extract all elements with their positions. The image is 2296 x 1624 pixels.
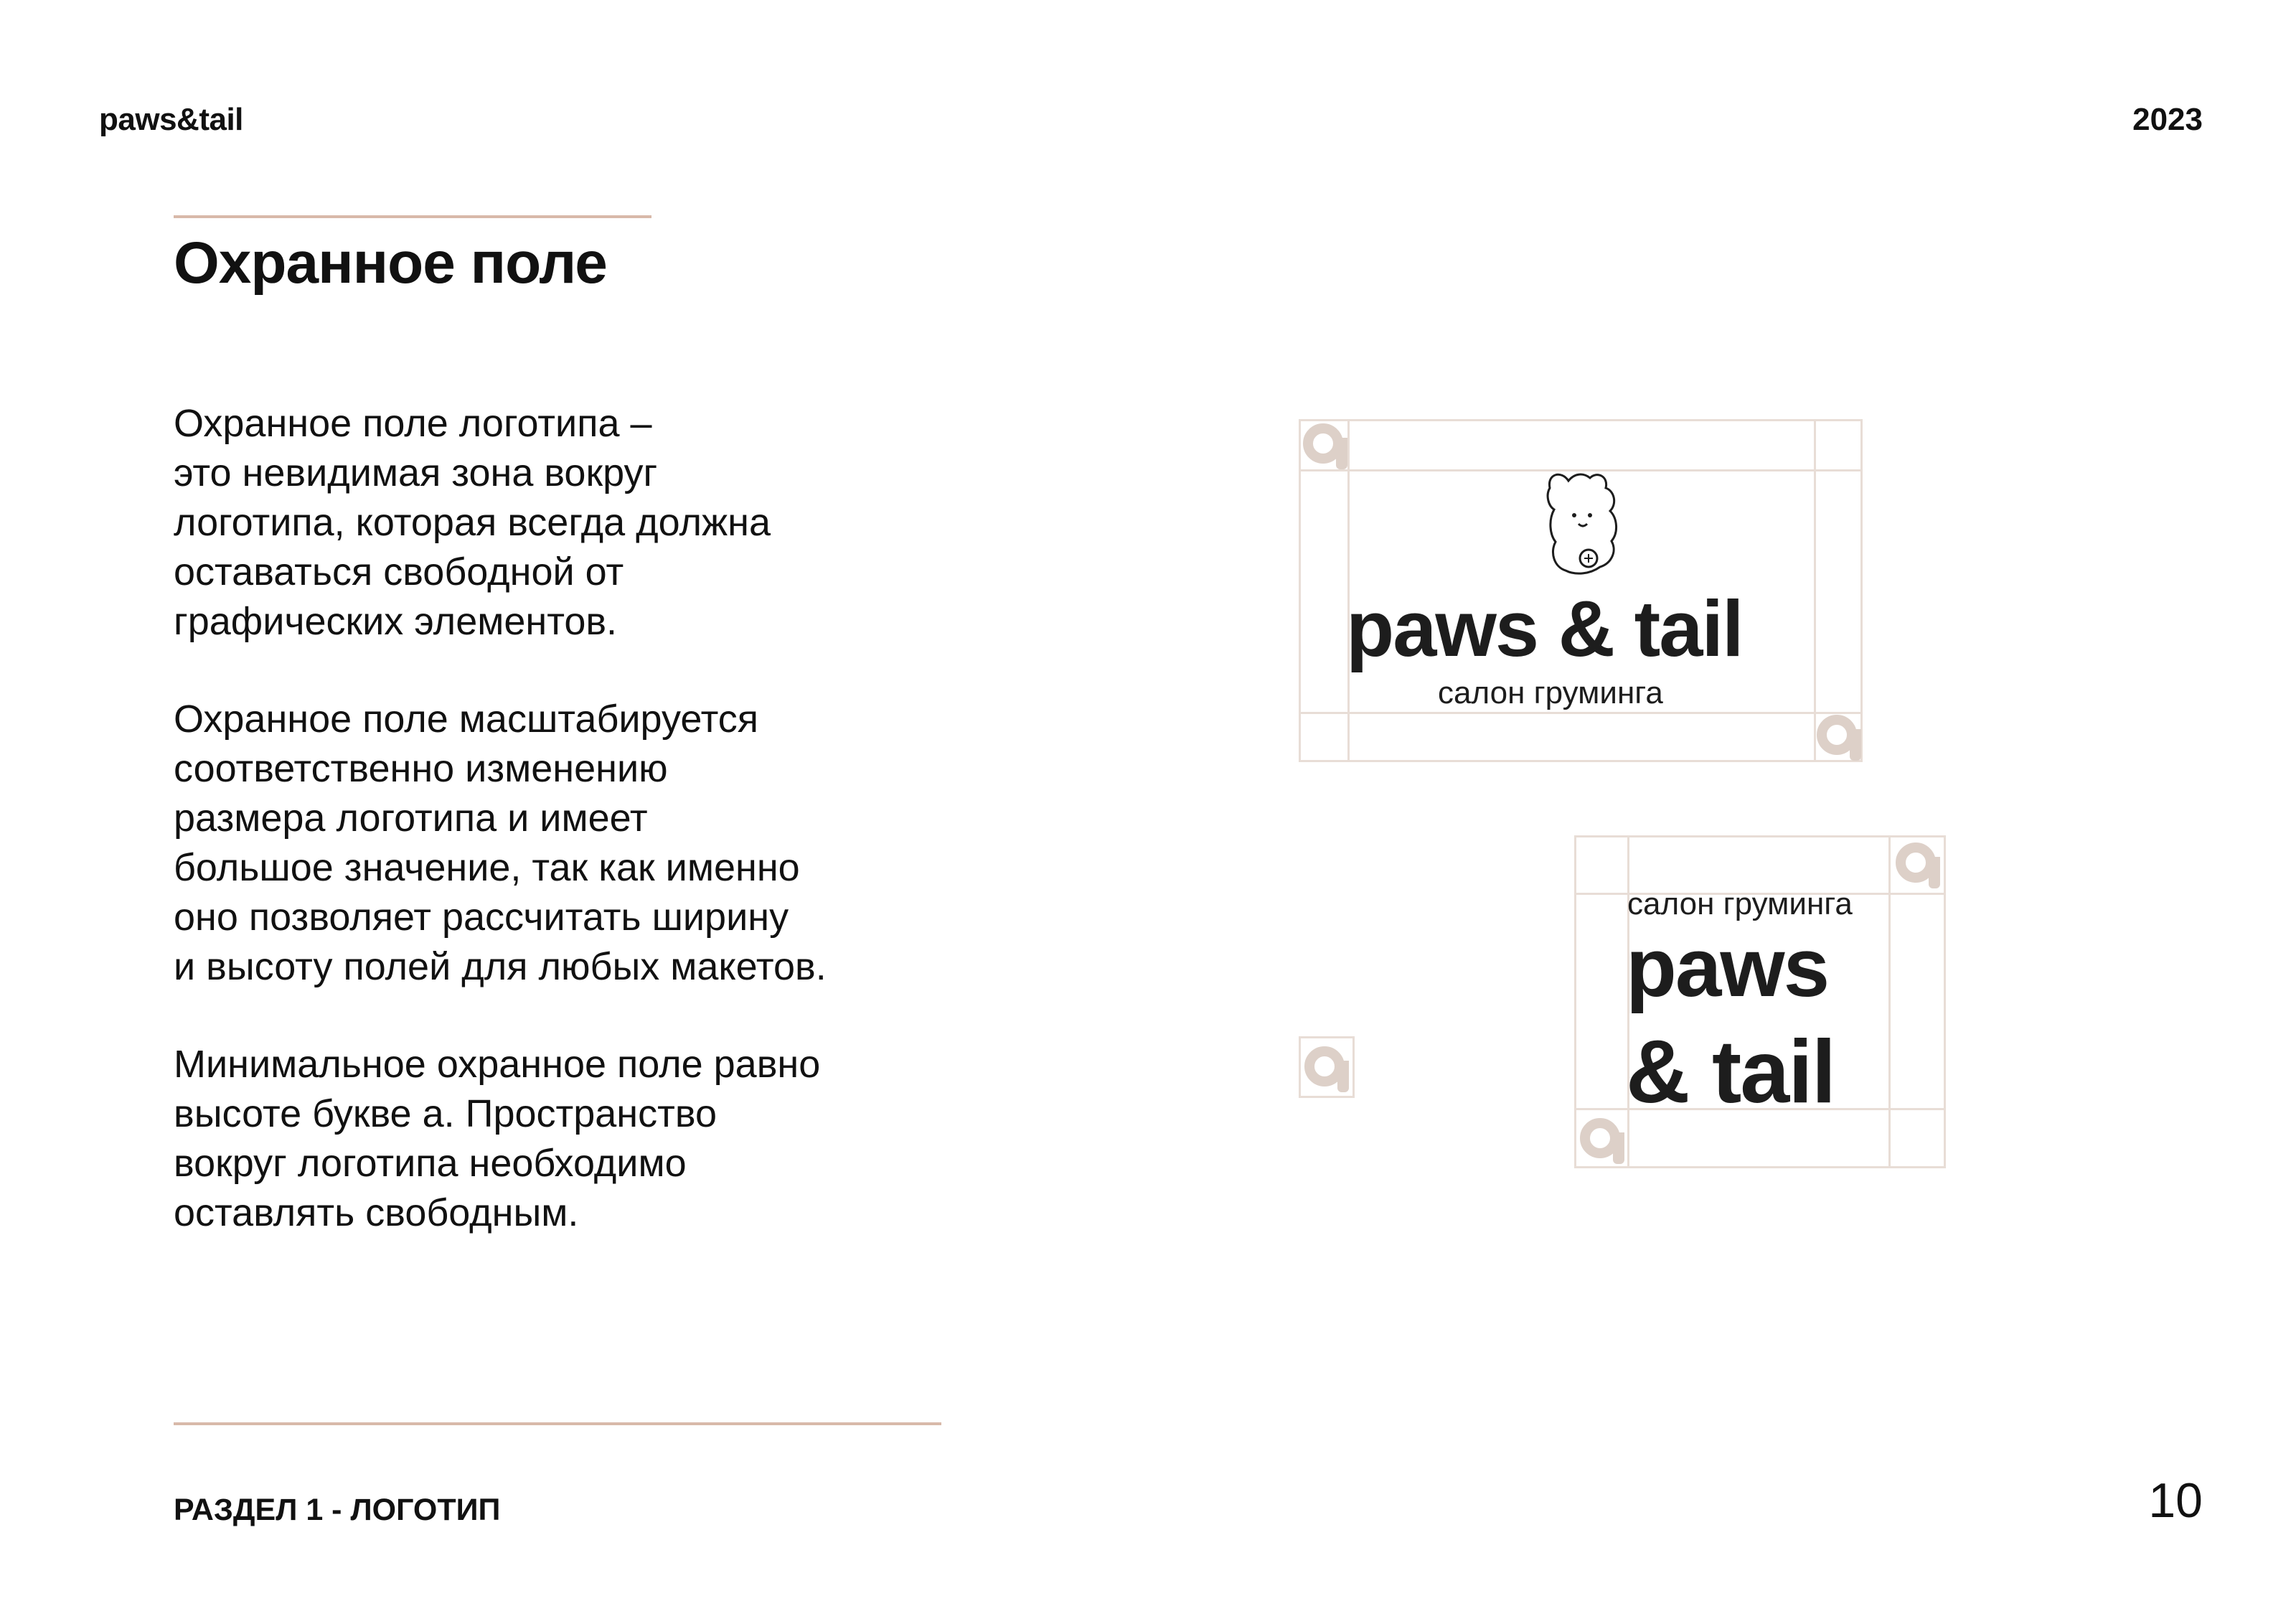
paragraph-1	[174, 399, 970, 647]
logo-wordmark-line-1: paws	[1626, 921, 1829, 1014]
text-line: оно позволяет рассчитать ширину	[174, 896, 789, 939]
text-line: оставлять свободным.	[174, 1191, 579, 1234]
text-line: размера логотипа и имеет	[174, 797, 648, 840]
letter-a-marker-icon	[1576, 1114, 1627, 1165]
text-line: и высоту полей для любых макетов.	[174, 945, 827, 988]
paragraph-3	[174, 1040, 970, 1238]
text-line: большое значение, так как именно	[174, 846, 800, 889]
page-number: 10	[2148, 1473, 2203, 1528]
letter-a-marker-icon	[1891, 838, 1943, 890]
text-line: логотипа, которая всегда должна	[174, 501, 771, 544]
text-line: оставаться свободной от	[174, 550, 624, 593]
brand-name: paws&tail	[99, 102, 243, 137]
body-text	[174, 399, 970, 1286]
section-label: РАЗДЕЛ 1 - ЛОГОТИП	[174, 1493, 501, 1527]
guide-line	[1888, 835, 1891, 1168]
text-line: соответственно изменению	[174, 747, 668, 790]
guide-line	[1299, 712, 1863, 714]
text-line: Охранное поле масштабируется	[174, 698, 758, 741]
logo-wordmark: paws & tail	[1346, 585, 1743, 673]
text-line: Охранное поле логотипа –	[174, 402, 652, 445]
text-line: вокруг логотипа необходимо	[174, 1142, 687, 1185]
logo-wordmark-line-2: & tail	[1626, 1023, 1835, 1122]
logo-subtitle: салон груминга	[1438, 675, 1663, 710]
dog-illustration-icon	[1540, 466, 1629, 581]
text-line: Минимальное охранное поле равно	[174, 1043, 821, 1086]
letter-a-marker-icon	[1812, 710, 1864, 762]
title-rule	[174, 215, 651, 218]
paragraph-2	[174, 695, 970, 992]
text-line: это невидимая зона вокруг	[174, 451, 658, 494]
logo-subtitle: салон груминга	[1627, 886, 1853, 921]
letter-a-marker-icon	[1299, 419, 1350, 471]
letter-a-marker-icon	[1300, 1042, 1352, 1094]
page-title: Охранное поле	[174, 230, 607, 296]
text-line: графических элементов.	[174, 600, 618, 643]
year-label: 2023	[2132, 102, 2203, 137]
text-line: высоте букве а. Пространство	[174, 1092, 717, 1135]
footer-rule	[174, 1422, 941, 1425]
